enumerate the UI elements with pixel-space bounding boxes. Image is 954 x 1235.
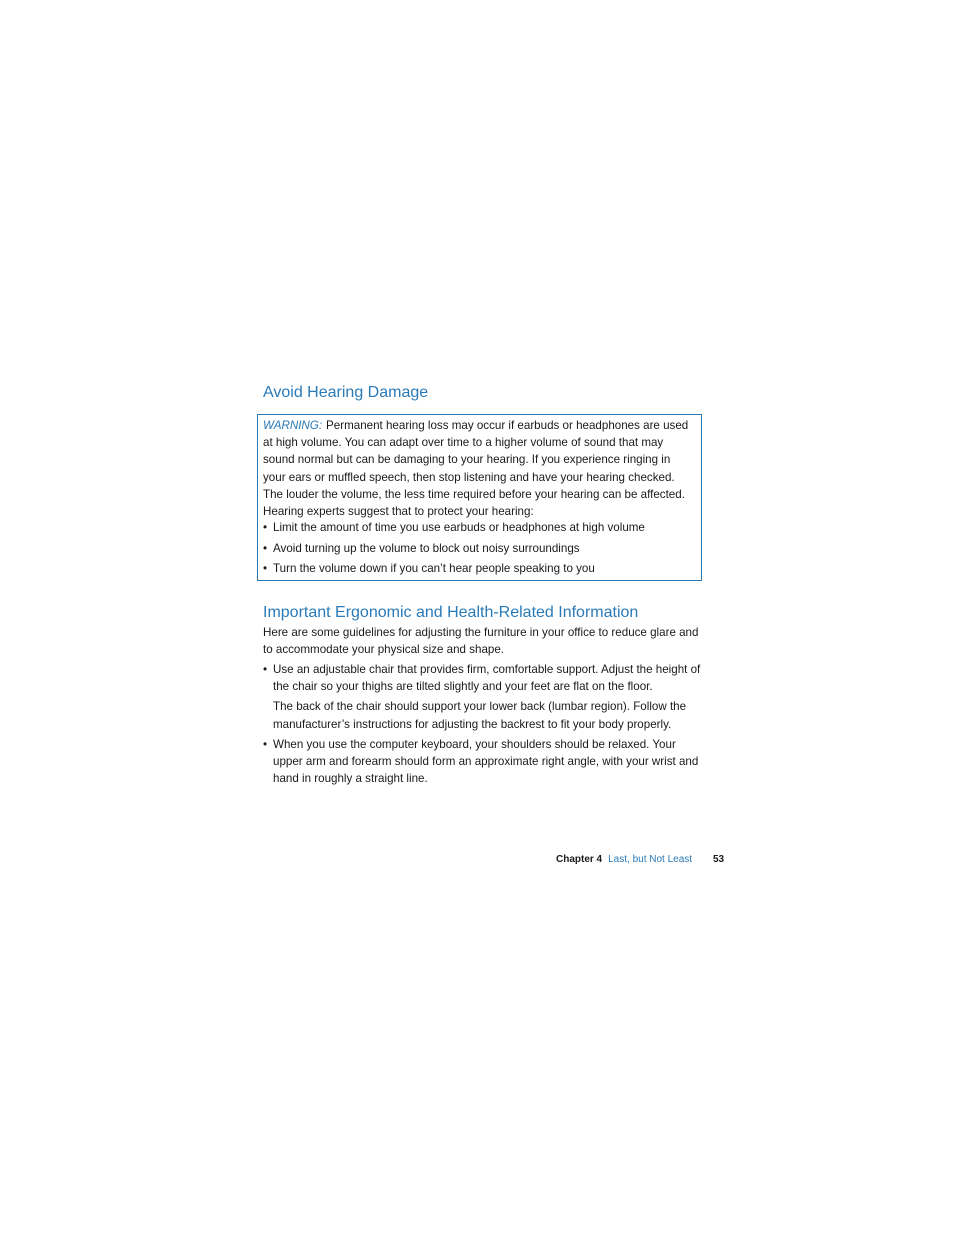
bullet-icon: • bbox=[263, 562, 268, 575]
list-item bbox=[263, 519, 693, 536]
list-item bbox=[263, 560, 693, 577]
footer-chapter-title: Last, but Not Least bbox=[608, 854, 693, 865]
bullet-icon: • bbox=[263, 541, 268, 555]
list-item-text: Turn the volume down if you can’t hear people speaking to you bbox=[273, 562, 595, 575]
bullet-icon: • bbox=[263, 521, 268, 534]
list-item bbox=[263, 736, 703, 788]
page-footer bbox=[556, 853, 725, 867]
page-number: 53 bbox=[713, 854, 725, 865]
warning-text: Permanent hearing loss may occur if earbuds or headphones are used at high volume. You can adapt over time to a higher volume of sound that may sound normal but can be damaging to your hearing. If you experience ringing in your ears or muffled speech, then stop listening and have your hearing checked. The louder the volume, the less time required before your hearing can be affected. Hearing experts suggest that to protect your hearing: bbox=[263, 419, 689, 519]
list-item-text: When you use the computer keyboard, your shoulders should be relaxed. Your upper arm and forearm should form an approximate right angle, with your wrist and hand in roughly a straight line. bbox=[273, 737, 699, 786]
list-item bbox=[263, 540, 693, 557]
ergonomic-bullet-list bbox=[263, 661, 703, 790]
list-item-text: Avoid turning up the volume to block out noisy surroundings bbox=[273, 541, 580, 555]
warning-bullet-list bbox=[263, 519, 693, 581]
section-heading-hearing: Avoid Hearing Damage bbox=[263, 384, 429, 401]
warning-paragraph bbox=[263, 417, 693, 520]
intro-paragraph: Here are some guidelines for adjusting the furniture in your office to reduce glare and to accommodate your physical size and shape. bbox=[263, 626, 699, 657]
footer-chapter: Chapter 4 bbox=[556, 854, 603, 865]
warning-label: WARNING: bbox=[263, 419, 323, 432]
bullet-icon: • bbox=[263, 737, 268, 751]
list-item-subtext: The back of the chair should support your lower back (lumbar region). Follow the manufacturer’s instructions for adjusting the backrest to fit your body properly. bbox=[273, 700, 687, 731]
bullet-icon: • bbox=[263, 663, 268, 676]
list-item-text: Limit the amount of time you use earbuds or headphones at high volume bbox=[273, 521, 645, 534]
list-item-text: Use an adjustable chair that provides firm, comfortable support. Adjust the height of the chair so your thighs are tilted slightly and your feet are flat on the floor. bbox=[273, 663, 701, 694]
section-heading-ergonomic: Important Ergonomic and Health-Related Information bbox=[263, 604, 639, 621]
warning-box bbox=[257, 414, 702, 581]
list-item bbox=[263, 661, 703, 733]
